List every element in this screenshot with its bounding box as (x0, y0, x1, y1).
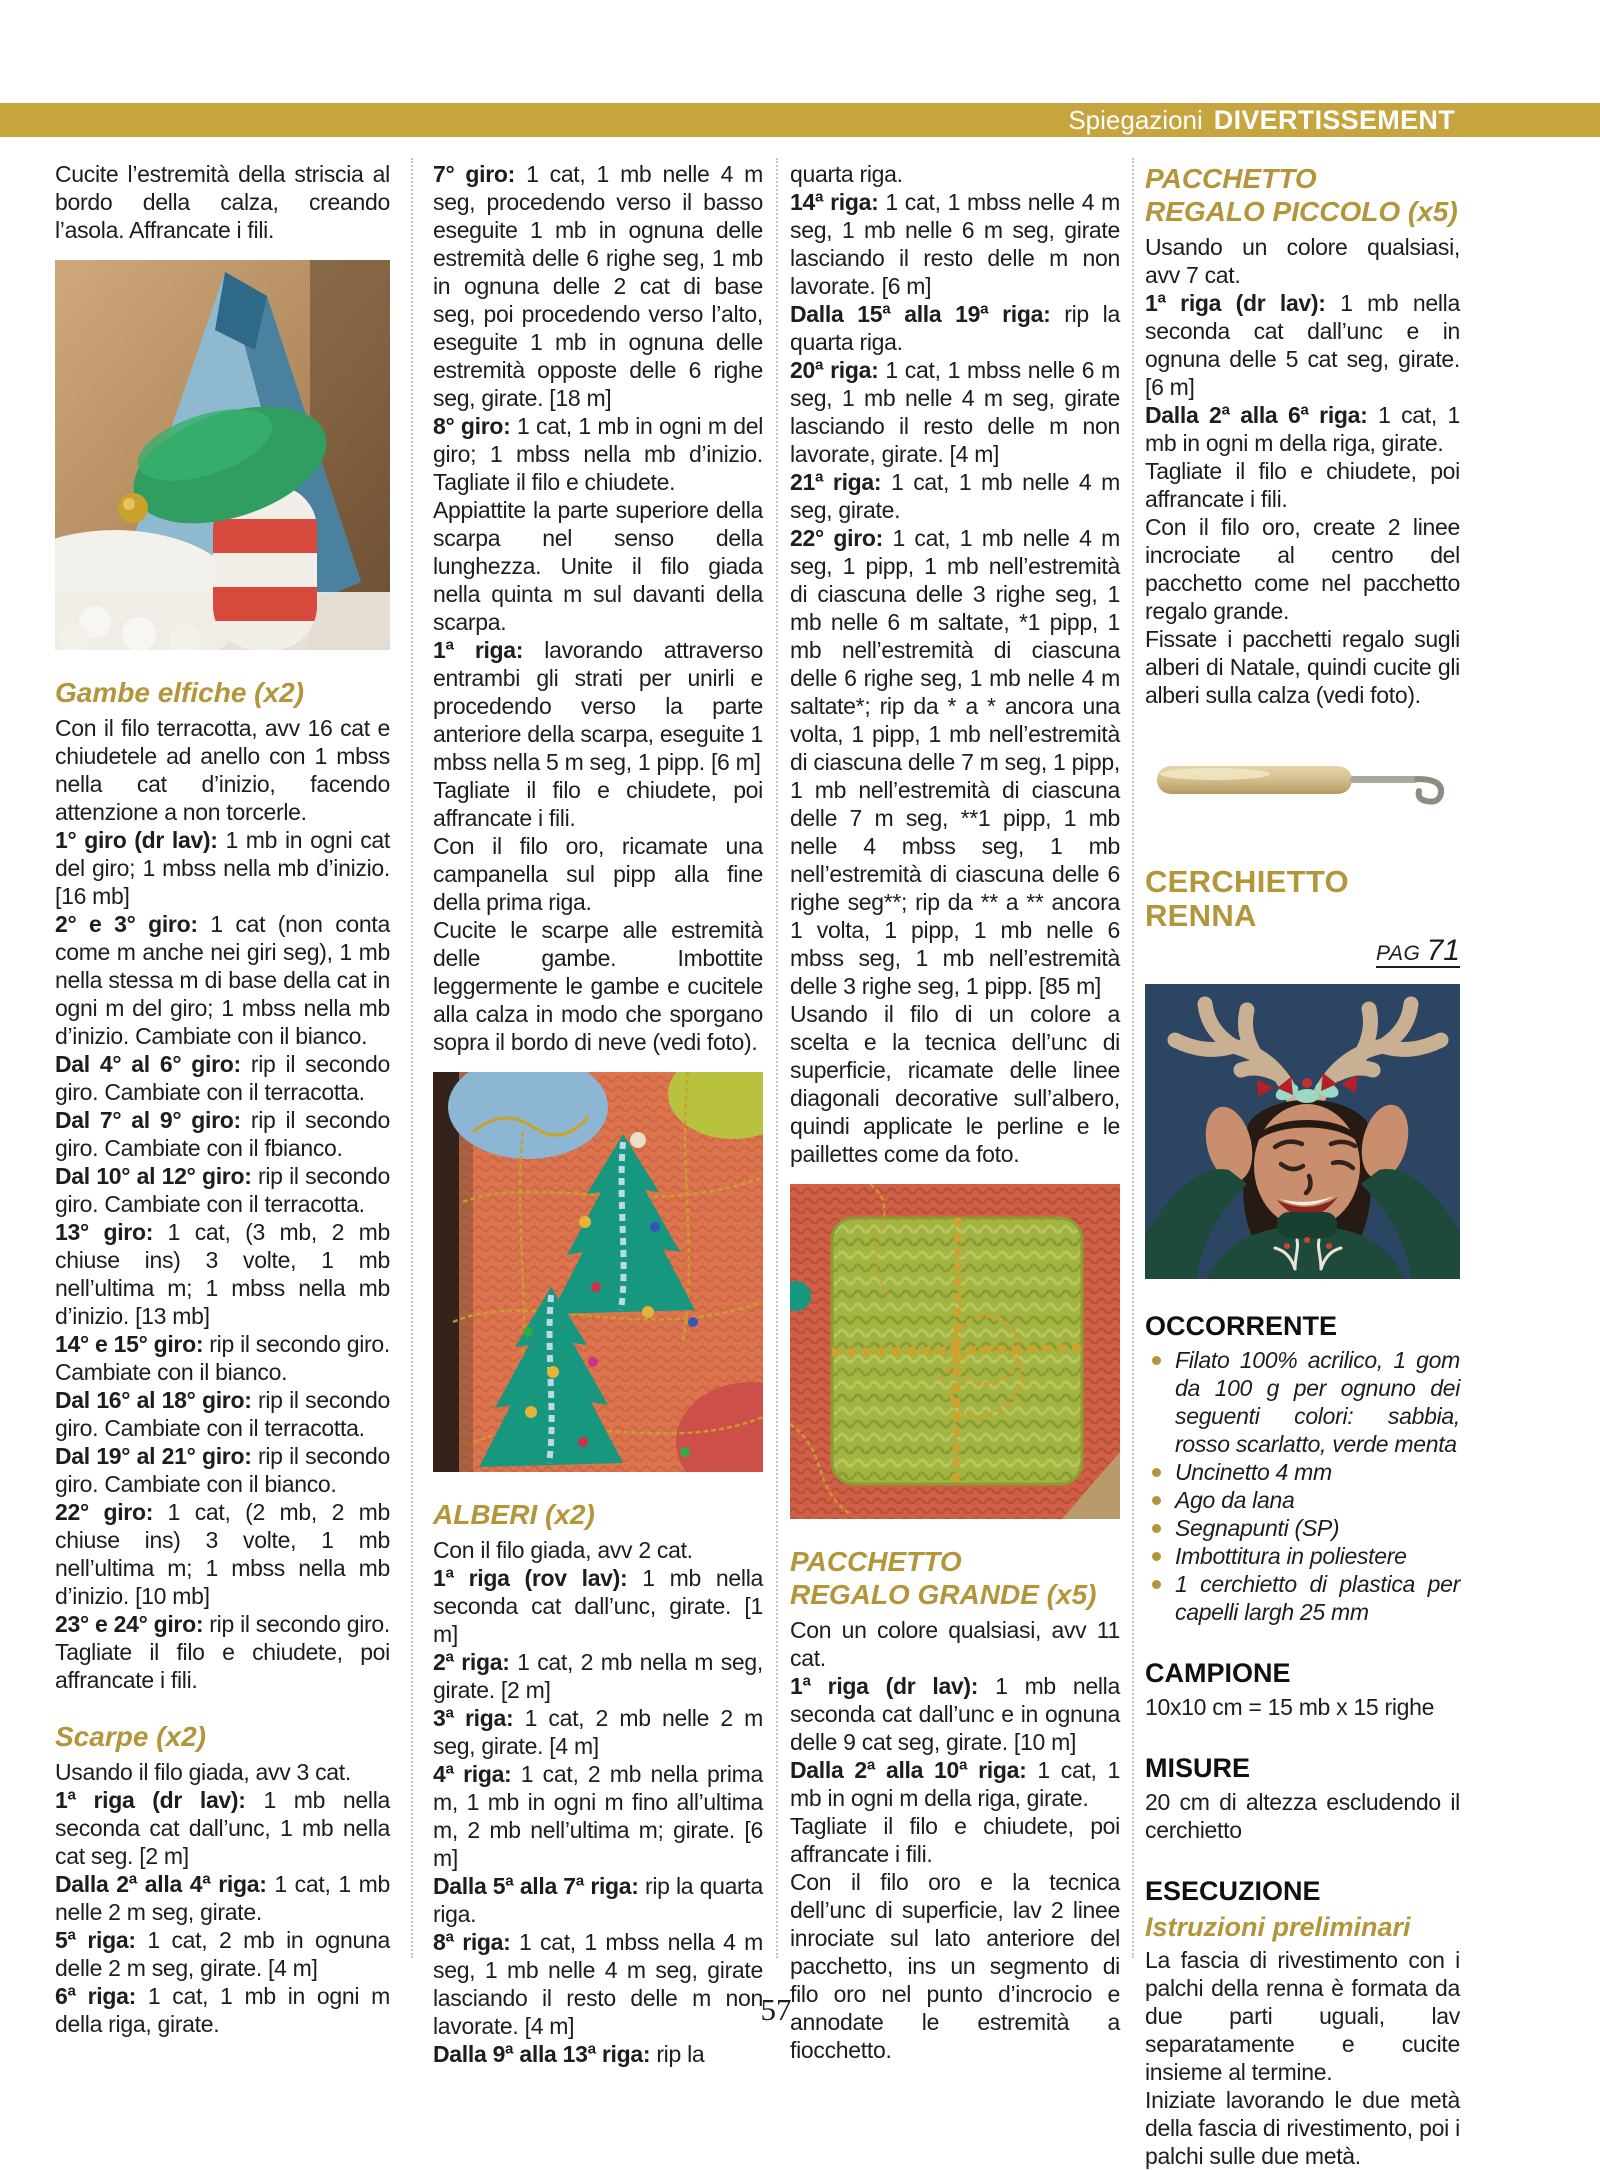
paragraph: quarta riga. (790, 161, 903, 187)
materials-item: 1 cerchietto di plastica per capelli largh 25 mm (1145, 1570, 1460, 1626)
stocking-trees-photo (433, 1072, 763, 1472)
paragraph: 20 cm di altezza escludendo il cerchietto (1145, 1789, 1460, 1843)
paragraph: Usando il filo di un colore a scelta e la tecnica dell’unc di superficie, ricamate delle linee diagonali decorative sull’albero, quindi applicate le perline e le paillettes come da foto. (790, 1001, 1120, 1167)
paragraph: Usando un colore qualsiasi, avv 7 cat. (1145, 234, 1460, 288)
elf-leg-photo-art (55, 260, 390, 650)
paragraph: 14ª riga: 1 cat, 1 mbss nelle 4 m seg, 1 mb nelle 6 m seg, girate lasciando il resto delle m non lavorate. [6 m] (790, 189, 1120, 299)
paragraph: 23° e 24° giro: rip il secondo giro. Tagliate il filo e chiudete, poi affrancate i fili. (55, 1611, 391, 1693)
section-title: DIVERTISSEMENT (1213, 104, 1455, 135)
paragraph: Dal 10° al 12° giro: rip il secondo giro. Cambiate con il terracotta. (55, 1163, 390, 1217)
crochet-hook-photo-art (1145, 725, 1460, 835)
column-1 (55, 160, 390, 2038)
column-divider (776, 158, 778, 1958)
paragraph: Con il filo oro e la tecnica dell’unc di superficie, lav 2 linee inrociate sul lato anteriore del pacchetto, ins un segmento di filo oro nel punto d’incrocio e annodate le estremità a fiocchetto. (790, 1869, 1120, 2063)
paragraph: Con il filo oro, ricamate una campanella sul pipp alla fine della prima riga. (433, 833, 763, 915)
subsection-heading: CAMPIONE (1145, 1658, 1291, 1688)
page-number: 57 (760, 1992, 792, 2027)
paragraph: 1ª riga: lavorando attraverso entrambi gli strati per unirli e procedendo verso la parte anteriore della scarpa, eseguite 1 mbss nella 5 m seg, 1 pipp. [6 m] (433, 637, 763, 775)
column-4 (1145, 160, 1460, 2170)
section-heading: ALBERI (x2) (433, 1499, 595, 1530)
section-heading: Gambe elfiche (x2) (55, 677, 304, 708)
materials-list (1145, 1346, 1460, 1626)
stocking-trees-photo-art (433, 1072, 763, 1472)
section-heading: Scarpe (x2) (55, 1721, 206, 1752)
section-heading: PACCHETTO REGALO PICCOLO (x5) (1145, 163, 1458, 227)
paragraph: Fissate i pacchetti regalo sugli alberi di Natale, quindi cucite gli alberi sulla calza (vedi foto). (1145, 626, 1460, 708)
elf-leg-photo (55, 260, 390, 650)
paragraph: Usando il filo giada, avv 3 cat. (55, 1759, 351, 1785)
paragraph: Dalla 2ª alla 6ª riga: 1 cat, 1 mb in ogni m della riga, girate. (1145, 402, 1460, 456)
paragraph: Dal 16° al 18° giro: rip il secondo giro. Cambiate con il terracotta. (55, 1387, 390, 1441)
paragraph: Con un colore qualsiasi, avv 11 cat. (790, 1617, 1120, 1671)
paragraph: Dal 19° al 21° giro: rip il secondo giro. Cambiate con il bianco. (55, 1443, 390, 1497)
column-divider (411, 158, 413, 1958)
paragraph: 8ª riga: 1 cat, 1 mbss nella 4 m seg, 1 mb nelle 4 m seg, girate lasciando il resto delle m non lavorate. [4 m] (433, 1929, 764, 2039)
paragraph: 22° giro: 1 cat, (2 mb, 2 mb chiuse ins) 3 volte, 1 mb nell’ultima m; 1 mbss nella mb d’inizio. [10 mb] (55, 1499, 390, 1609)
paragraph: 13° giro: 1 cat, (3 mb, 2 mb chiuse ins) 3 volte, 1 mb nell’ultima m; 1 mbss nella mb d’inizio. [13 mb] (55, 1219, 390, 1329)
section-heading: PACCHETTO REGALO GRANDE (x5) (790, 1546, 1097, 1610)
materials-item: Uncinetto 4 mm (1145, 1458, 1460, 1486)
paragraph: 2ª riga: 1 cat, 2 mb nella m seg, girate. [2 m] (433, 1649, 763, 1703)
paragraph: La fascia di rivestimento con i palchi della renna è formata da due parti uguali, lav separatamente e cucite insieme al termine. (1145, 1947, 1460, 2085)
paragraph: 1ª riga (dr lav): 1 mb nella seconda cat dall’unc e in ognuna delle 9 cat seg, girate. [10 m] (790, 1673, 1120, 1755)
paragraph: Iniziate lavorando le due metà della fascia di rivestimento, poi i palchi sulle due metà. (1145, 2087, 1460, 2169)
materials-item: Imbottitura in poliestere (1145, 1542, 1460, 1570)
paragraph: Tagliate il filo e chiudete, poi affrancate i fili. (433, 777, 763, 831)
paragraph: Dalla 9ª alla 13ª riga: rip la (433, 2041, 705, 2067)
paragraph: Dal 4° al 6° giro: rip il secondo giro. Cambiate con il terracotta. (55, 1051, 390, 1105)
paragraph: Cucite le scarpe alle estremità delle gambe. Imbottite leggermente le gambe e cucitele alla calza in modo che sporgano sopra il bordo di neve (vedi foto). (433, 917, 763, 1055)
gift-package-photo (790, 1184, 1120, 1519)
paragraph: 1ª riga (dr lav): 1 mb nella seconda cat dall’unc, 1 mb nella cat seg. [2 m] (55, 1787, 390, 1869)
paragraph: Dalla 2ª alla 10ª riga: 1 cat, 1 mb in ogni m della riga, girate. (790, 1757, 1121, 1811)
page-reference (1145, 934, 1460, 968)
paragraph: 6ª riga: 1 cat, 1 mb in ogni m della riga, girate. (55, 1983, 390, 2037)
paragraph: 2° e 3° giro: 1 cat (non conta come m anche nei giri seg), 1 mb nella stessa m di base della cat in ogni m del giro; 1 mbss nella mb d’inizio. Cambiate con il bianco. (55, 911, 390, 1049)
paragraph: 8° giro: 1 cat, 1 mb in ogni m del giro; 1 mbss nella mb d’inizio. Tagliate il filo e chiudete. (433, 413, 764, 495)
column-2 (433, 160, 763, 2068)
paragraph: 3ª riga: 1 cat, 2 mb nelle 2 m seg, girate. [4 m] (433, 1705, 763, 1759)
subsection-heading: MISURE (1145, 1753, 1251, 1783)
column-divider (1132, 158, 1134, 1958)
materials-item: Segnapunti (SP) (1145, 1514, 1460, 1542)
paragraph: Cucite l’estremità della striscia al bordo della calza, creando l’asola. Affrancate i fili. (55, 161, 390, 243)
paragraph: Dal 7° al 9° giro: rip il secondo giro. Cambiate con il fbianco. (55, 1107, 390, 1161)
paragraph: Con il filo terracotta, avv 16 cat e chiudetele ad anello con 1 mbss nella cat d’inizio, facendo attenzione a non torcerle. (55, 715, 390, 825)
paragraph: Dalla 15ª alla 19ª riga: rip la quarta riga. (790, 301, 1120, 355)
pattern-title: CERCHIETTO RENNA (1145, 864, 1349, 933)
paragraph: Appiattite la parte superiore della scarpa nel senso della lunghezza. Unite il filo giada nella quinta m sul davanti della scarpa. (433, 497, 763, 635)
crochet-hook-photo (1145, 725, 1460, 835)
paragraph: 7° giro: 1 cat, 1 mb nelle 4 m seg, procedendo verso il basso eseguite 1 mb in ognuna delle estremità delle 6 righe seg, 1 mb in ognuna delle 2 cat di base seg, poi procedendo verso l’alto, eseguite 1 mb in ognuna delle estremità opposte delle 6 righe seg, girate. [18 m] (433, 161, 763, 411)
paragraph: 1ª riga (rov lav): 1 mb nella seconda cat dall’unc, girate. [1 m] (433, 1565, 763, 1647)
materials-item: Filato 100% acrilico, 1 gom da 100 g per ognuno dei seguenti colori: sabbia, rosso scarlatto, verde menta (1145, 1346, 1460, 1458)
page-ref-label: PAG (1376, 942, 1427, 965)
paragraph: Con il filo oro, create 2 linee incrociate al centro del pacchetto come nel pacchetto regalo grande. (1145, 514, 1460, 624)
subsection-heading: OCCORRENTE (1145, 1311, 1338, 1341)
column-3 (790, 160, 1120, 2064)
subsection-heading: ESECUZIONE (1145, 1876, 1321, 1906)
paragraph: 14° e 15° giro: rip il secondo giro. Cambiate con il bianco. (55, 1331, 391, 1385)
paragraph: 5ª riga: 1 cat, 2 mb in ognuna delle 2 m seg, girate. [4 m] (55, 1927, 390, 1981)
section-label: Spiegazioni (1068, 104, 1203, 135)
paragraph: 1° giro (dr lav): 1 mb in ogni cat del giro; 1 mbss nella mb d’inizio. [16 mb] (55, 827, 390, 909)
reindeer-headband-photo (1145, 984, 1460, 1279)
paragraph: Tagliate il filo e chiudete, poi affrancate i fili. (1145, 458, 1460, 512)
paragraph: Dalla 5ª alla 7ª riga: rip la quarta riga. (433, 1873, 763, 1927)
section-heading: Istruzioni preliminari (1145, 1912, 1411, 1942)
gift-package-photo-art (790, 1184, 1120, 1519)
reindeer-headband-photo-art (1145, 984, 1460, 1279)
paragraph: 22° giro: 1 cat, 1 mb nelle 4 m seg, 1 pipp, 1 mb nell’estremità di ciascuna delle 3 righe seg, 1 mb nelle 6 m saltate, *1 pipp, 1 mb nell’estremità di ciascuna delle 6 righe seg, 1 mb nelle 4 m saltate*; rip da * a * ancora una volta, 1 pipp, 1 mb nell’estremità di ciascuna delle 7 m seg, 1 pipp, 1 mb nell’estremità di ciascuna delle 7 m seg, **1 pipp, 1 mb nelle 4 mbss seg, 1 mb nell’estremità di ciascuna delle 6 righe seg**; rip da ** a ** ancora 1 volta, 1 pipp, 1 mb nelle 6 mbss seg, 1 mb nell’estremità delle 3 righe seg, 1 pipp. [85 m] (790, 525, 1120, 999)
paragraph: Tagliate il filo e chiudete, poi affrancate i fili. (790, 1813, 1120, 1867)
materials-item: Ago da lana (1145, 1486, 1460, 1514)
paragraph: 10x10 cm = 15 mb x 15 righe (1145, 1694, 1435, 1720)
paragraph: 1ª riga (dr lav): 1 mb nella seconda cat dall’unc e in ognuna delle 5 cat seg, girate. [6 m] (1145, 290, 1460, 400)
page-ref-number: 71 (1426, 934, 1460, 967)
paragraph: 20ª riga: 1 cat, 1 mbss nelle 6 m seg, 1 mb nelle 4 m seg, girate lasciando il resto delle m non lavorate, girate. [4 m] (790, 357, 1120, 467)
paragraph: 21ª riga: 1 cat, 1 mb nelle 4 m seg, girate. (790, 469, 1121, 523)
paragraph: Dalla 2ª alla 4ª riga: 1 cat, 1 mb nelle 2 m seg, girate. (55, 1871, 390, 1925)
paragraph: Con il filo giada, avv 2 cat. (433, 1537, 693, 1563)
paragraph: 4ª riga: 1 cat, 2 mb nella prima m, 1 mb in ogni m fino all’ultima m, 2 mb nell’ultima m; girate. [6 m] (433, 1761, 763, 1871)
section-header-bar (0, 103, 1600, 137)
